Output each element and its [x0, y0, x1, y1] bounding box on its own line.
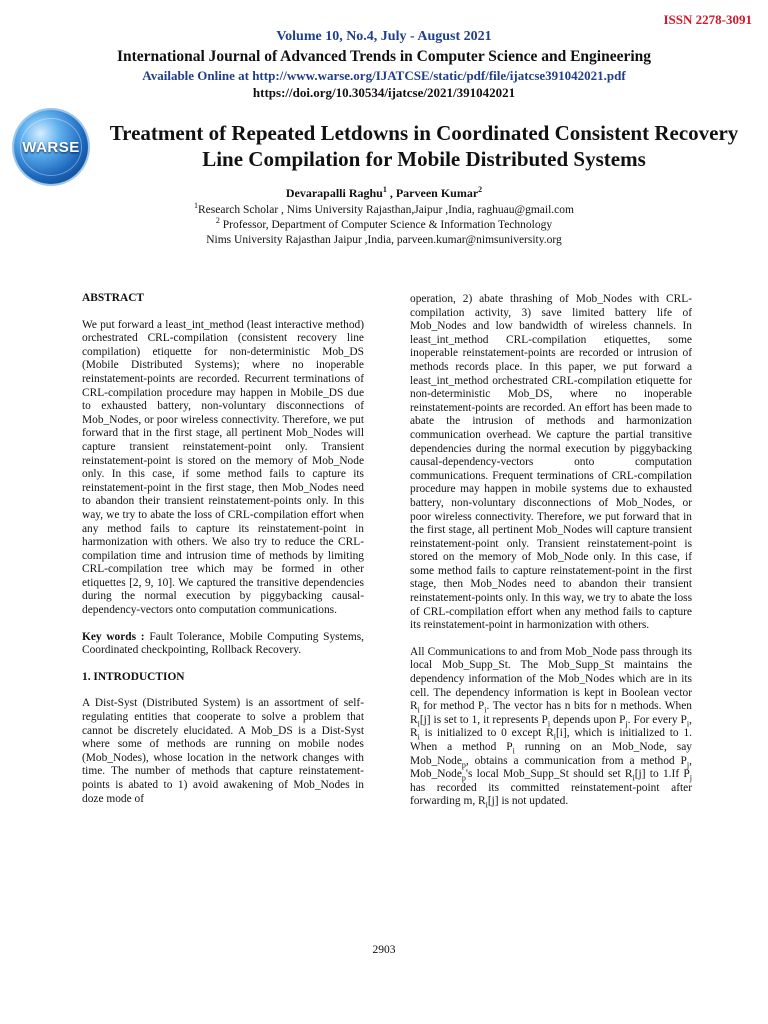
doi-link[interactable]: https://doi.org/10.30534/ijatcse/2021/391042021 [252, 85, 516, 100]
page-number: 2903 [372, 944, 396, 956]
dep-text-14: [j] to 1.If P [634, 768, 690, 781]
journal-name: International Journal of Advanced Trends in Computer Science and Engineering [116, 48, 652, 65]
warse-logo [14, 110, 88, 184]
dep-subscript-9: i [512, 746, 515, 756]
dep-subscript-14: j [689, 773, 692, 783]
affiliation-1-text: Research Scholar , Nims University Rajasthan,Jaipur ,India, raghuau@gmail.com [198, 204, 574, 216]
volume-line: Volume 10, No.4, July - August 2021 [276, 29, 492, 44]
dep-subscript-5: j [625, 719, 628, 729]
author-2-mark: 2 [478, 185, 483, 194]
dep-text-7: , R [410, 713, 692, 740]
dep-text-11: , obtains a communication from a method P [465, 754, 687, 767]
dep-subscript-10: p [461, 759, 466, 769]
author-separator: , [386, 186, 396, 200]
dep-text-5: depends upon P [550, 713, 626, 726]
dep-text-6: . For every P [627, 713, 687, 726]
affiliation-1-mark: 1 [194, 201, 199, 211]
intro-continued-text: operation, 2) abate thrashing of Mob_Nodes with CRL-compilation activity, 3) save limited battery life of Mob_Nodes and low bandwidth of wireless channels. In least_int_method CRL-compilation etiquettes, some inoperable reinstatement-points are recorded or intrusion of methods records place. In this paper, we put forward a least_int_method orchestrated CRL-compilation etiquette for non-deterministic Mob_DS, where no inoperable reinstatement-points are recorded. An effort has been made to abate the intrusion of methods and harmonization communication overhead. We capture the partial transitive dependencies during the normal execution by piggybacking causal-dependency-vectors onto computation communications. Frequent terminations of CRL-compilation procedure may happen in mobile systems due to exhausted battery, non-voluntary disconnections of Mob_Nodes, or poor wireless connectivity. Therefore, we put forward that in the first stage, all pertinent Mob_Nodes will capture transient reinstatement-point only. Transient reinstatement-point is stored on the memory of Mob_Node only. In this case, if some method fails to capture reinstatement-point in the first stage, then Mob_Nodes need to abandon their transient reinstatement-points only. In this way, we try to abate the loss of CRL-compilation effort when any method fails to capture its reinstatement-point in harmonization with others. [410, 293, 692, 632]
logo-text: WARSE [22, 139, 80, 156]
dep-subscript-2: i [484, 705, 487, 715]
dep-text-15: has recorded its committed reinstatement-point after forwarding m, R [410, 781, 692, 808]
affiliation-2 [0, 216, 768, 231]
author-line [0, 186, 768, 201]
keywords-text: Fault Tolerance, Mobile Computing Systems, Coordinated checkpointing, Rollback Recovery. [82, 630, 364, 657]
dep-subscript-4: i [547, 719, 551, 729]
dep-text-8: is initialized to 0 except R [419, 727, 554, 740]
dep-subscript-1: i [417, 705, 420, 715]
introduction-text: A Dist-Syst (Distributed System) is an assortment of self-regulating entities that cooperate to solve a problem that cannot be discretely elucidated. A Mob_DS is a Dist-Syst where some of methods are running on mobile nodes (Mob_Nodes), whose location in the network changes with time. The number of methods that capture reinstatement-points is abated to 1) avoid awakening of Mob_Nodes in doze mode of [82, 697, 364, 805]
author-1-mark: 1 [382, 185, 387, 194]
abstract-text: We put forward a least_int_method (least interactive method) orchestrated CRL-compilation (consistent recovery line compilation) etiquette for non-deterministic Mob_DS (Mobile Distributed Systems); where no inoperable reinstatement-points are recorded. Recurrent terminations of CRL-compilation procedure may happen in Mobile_DS due to exhausted battery, non-voluntary disconnections of Mob_Nodes, or poor wireless connectivity. Therefore, we put forward that in the first stage, all pertinent Mob_Nodes will capture transient reinstatement-point only. Transient reinstatement-point is stored on the memory of Mob_Node only. In this case, if some method fails to capture its reinstatement-point in the first stage, then Mob_Nodes need to abandon their transient reinstatement-points only. In this way, we try to abate the loss of CRL-compilation effort when any method fails to capture its reinstatement-point in harmonization with others. We also try to reduce the CRL-compilation time and intrusion time of methods by limiting CRL-compilation tree which may be formed in other etiquettes [2, 9, 10]. We captured the transitive dependencies during the normal execution by piggybacking causal-dependency-vectors onto computation communications. [82, 318, 364, 617]
dep-subscript-6: i [686, 719, 690, 729]
paper-title: Treatment of Repeated Letdowns in Coordinated Consistent Recovery Line Compilation for Mobile Distributed Systems [109, 121, 739, 171]
dependency-paragraph [410, 646, 692, 809]
affiliation-3: Nims University Rajasthan Jaipur ,India, parveen.kumar@nimsuniversity.org [206, 234, 562, 246]
issn-label: ISSN 2278-3091 [663, 12, 752, 27]
available-online-link[interactable]: Available Online at http://www.warse.org/IJATCSE/static/pdf/file/ijatcse391042021.pdf [142, 68, 626, 83]
left-column [82, 292, 364, 806]
author-2: Parveen Kumar [395, 186, 479, 200]
dep-text-10: running on an Mob_Node, say Mob_Node [410, 741, 692, 767]
keywords-paragraph [82, 631, 364, 658]
dep-subscript-11: j [686, 759, 690, 769]
dep-text-9: [i], which is initialized to 1. When a method P [410, 727, 692, 753]
keywords-label: Key words : [82, 630, 150, 643]
affiliation-2-mark: 2 [215, 216, 220, 226]
introduction-heading: 1. INTRODUCTION [82, 670, 185, 683]
dep-text-13: 's local Mob_Supp_St should set R [465, 768, 633, 781]
dep-text-2: for method P [419, 700, 485, 713]
dep-subscript-13: i [632, 773, 635, 783]
right-column [410, 293, 692, 809]
affiliation-1 [0, 201, 768, 216]
affiliation-2-text: Professor, Department of Computer Science & Information Technology [219, 219, 553, 231]
abstract-heading: ABSTRACT [82, 292, 145, 304]
dep-subscript-8: i [553, 732, 556, 742]
dep-text-16: [j] is not updated. [487, 795, 569, 808]
dep-text-3: . The vector has n bits for n methods. When R [410, 700, 692, 726]
author-1: Devarapalli Raghu [285, 186, 383, 200]
dep-subscript-3: i [417, 719, 420, 729]
dep-text-1: All Communications to and from Mob_Node pass through its local Mob_Supp_St. The Mob_Supp_St maintains the dependency information of the Mob_Nodes which are in its cell. The dependency information is kept in Boolean vector R [410, 645, 692, 713]
dep-subscript-12: p [461, 773, 466, 783]
dep-subscript-7: i [417, 732, 420, 742]
dep-subscript-15: i [485, 800, 488, 810]
dep-text-4: [j] is set to 1, it represents P [419, 713, 548, 726]
dep-text-12: , Mob_Node [410, 754, 692, 781]
